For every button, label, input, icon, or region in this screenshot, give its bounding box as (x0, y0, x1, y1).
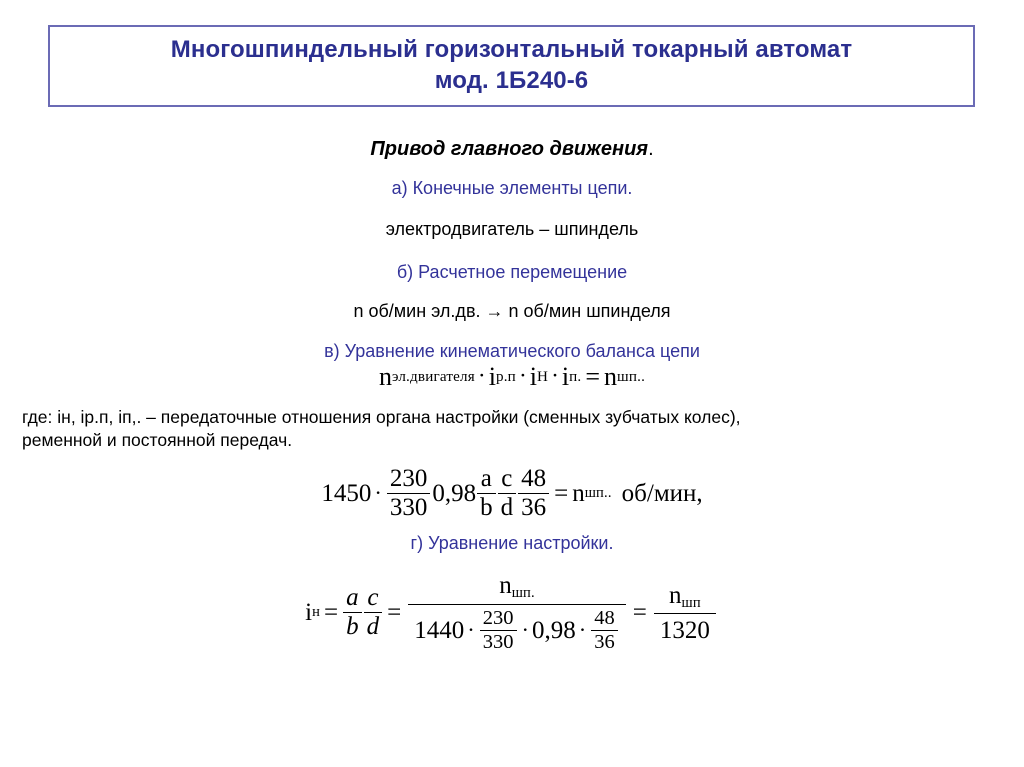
eq-main-gear-a: a (480, 465, 492, 492)
eq-balance-i3: i (561, 362, 570, 391)
eq-main-units: об/мин, (621, 479, 703, 507)
eq-setup-equals-3: = (632, 598, 647, 626)
eq-main-gear-ab (477, 466, 496, 522)
equation-kinematic-balance (0, 362, 1024, 392)
section-heading-text: Привод главного движения (370, 138, 649, 160)
eq-setup-gear-d: d (364, 612, 383, 640)
eq-setup-numerator-subscript: шп. (511, 585, 535, 602)
eq-setup-den-dot-1: · (467, 616, 475, 642)
eq-balance-n-subscript: эл.двигателя (391, 368, 475, 385)
eq-setup-den-const-numerator: 48 (594, 606, 615, 629)
where-line-2: ременной и постоянной передач. (22, 430, 293, 451)
eq-setup-gear-cd (364, 585, 383, 641)
eq-setup-i-subscript: н (312, 604, 321, 621)
eq-setup-den-belt-ratio (480, 608, 517, 654)
where-clause (22, 406, 1012, 453)
eq-main-efficiency: 0,98 (432, 479, 477, 507)
eq-setup-gear-b: b (343, 612, 362, 640)
eq-main-result: n (572, 479, 585, 507)
where-line-1: где: iн, iр.п, iп,. – передаточные отношения органа настройки (сменных зубчатых колес), (22, 407, 741, 427)
item-g-label: г) Уравнение настройки. (410, 533, 614, 553)
eq-setup-i: i (305, 598, 313, 626)
eq-balance-i1-subscript: р.п (495, 368, 516, 385)
eq-main-belt-denominator: 330 (387, 493, 431, 521)
eq-setup-gear-ab (343, 585, 362, 641)
eq-main-gear-c: c (501, 465, 513, 492)
eq-balance-i2-subscript: Н (536, 368, 549, 385)
eq-setup-gear-c: c (367, 584, 379, 612)
eq-setup-final-fraction (654, 582, 716, 645)
eq-setup-den-motor-rpm: 1440 (414, 617, 465, 645)
eq-setup-denominator (408, 604, 626, 654)
chain-elements-text: электродвигатель – шпиндель (385, 219, 639, 239)
eq-balance-result-subscript: шп.. (617, 368, 646, 385)
eq-setup-final-numerator (663, 582, 707, 614)
eq-main-dot-1: · (374, 479, 382, 505)
eq-setup-numerator-n: n (499, 572, 512, 599)
eq-balance-i3-subscript: п. (569, 368, 582, 385)
item-c-label: в) Уравнение кинематического баланса цепи (324, 341, 700, 361)
item-b-label: б) Расчетное перемещение (396, 262, 628, 282)
title-box (48, 25, 975, 107)
eq-main-gear-b: b (477, 493, 496, 521)
eq-main-equals: = (554, 479, 569, 507)
eq-setup-equals-2: = (387, 598, 402, 626)
eq-main-gear-d: d (498, 493, 517, 521)
section-heading-dot: . (648, 138, 654, 160)
eq-balance-i1: i (488, 362, 496, 391)
section-heading (0, 138, 1024, 161)
eq-balance-dot-2: · (518, 362, 527, 389)
eq-setup-final-subscript: шп (681, 594, 701, 611)
eq-main-const-ratio (518, 466, 549, 522)
eq-setup-den-belt-denominator: 330 (480, 630, 517, 654)
eq-setup-den-dot-2: · (521, 616, 530, 642)
eq-setup-den-dot-3: · (578, 616, 587, 642)
movement-text: n об/мин эл.дв. → n об/мин шпинделя (353, 301, 671, 321)
eq-balance-dot-1: · (477, 362, 486, 389)
eq-main-belt-ratio (387, 466, 431, 522)
eq-setup-main-fraction (408, 572, 626, 654)
eq-main-const-denominator: 36 (518, 493, 549, 521)
equation-setup (0, 572, 1024, 654)
item-a-label: а) Конечные элементы цепи. (391, 178, 633, 198)
eq-setup-final-denominator: 1320 (654, 613, 716, 644)
eq-setup-den-const-ratio (591, 608, 618, 654)
eq-balance-dot-3: · (551, 362, 559, 389)
eq-setup-equals-1: = (324, 598, 339, 626)
eq-setup-final-n: n (668, 581, 682, 609)
eq-balance-result: n (604, 362, 618, 391)
page-title (171, 35, 852, 96)
eq-main-belt-numerator: 230 (389, 465, 428, 492)
equation-main-numeric (0, 466, 1024, 522)
eq-balance-i2: i (529, 362, 537, 391)
eq-balance-n: n (378, 362, 392, 391)
eq-setup-den-const-denominator: 36 (591, 630, 618, 654)
eq-main-result-subscript: шп.. (584, 485, 612, 502)
title-line-2: мод. 1Б240-6 (434, 67, 589, 94)
title-line-1: Многошпиндельный горизонтальный токарный автомат (170, 36, 853, 64)
eq-setup-den-efficiency: 0,98 (532, 617, 576, 645)
eq-setup-numerator (493, 572, 541, 604)
eq-setup-den-belt-numerator: 230 (482, 606, 514, 629)
eq-main-const-numerator: 48 (521, 465, 547, 492)
eq-main-gear-cd (498, 466, 517, 522)
eq-main-motor-rpm: 1450 (321, 479, 372, 507)
eq-balance-equals: = (585, 362, 601, 391)
eq-setup-gear-a: a (346, 584, 359, 612)
